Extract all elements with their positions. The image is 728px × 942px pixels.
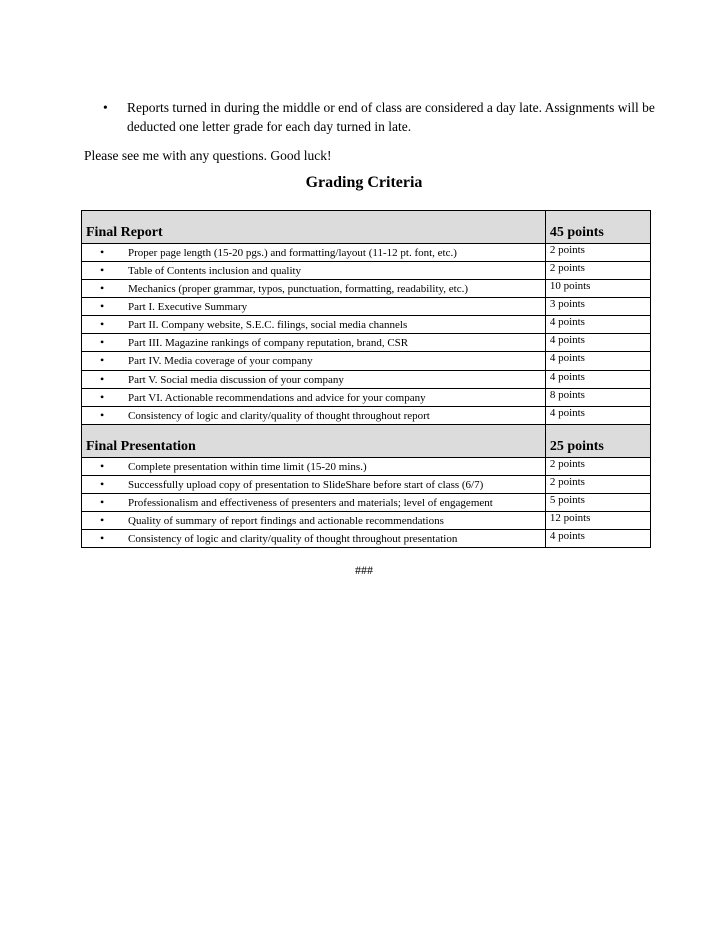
page-title: Grading Criteria: [305, 174, 423, 191]
section-total-cell: [545, 425, 650, 458]
points-cell: [545, 244, 650, 262]
criteria-text: Consistency of logic and clarity/quality of thought throughout presentation: [128, 533, 458, 545]
criteria-text: Part III. Magazine rankings of company reputation, brand, CSR: [128, 337, 409, 349]
criteria-points: 2 points: [549, 458, 585, 470]
criteria-cell: [82, 458, 546, 476]
criteria-cell: [82, 512, 546, 530]
section-header-row: [82, 211, 651, 244]
criteria-text: Table of Contents inclusion and quality: [128, 265, 302, 277]
points-cell: [545, 476, 650, 494]
bullet-mark: •: [100, 459, 105, 473]
criteria-row: [82, 371, 651, 389]
bullet-mark: •: [100, 477, 105, 491]
criteria-row: [82, 512, 651, 530]
criteria-points: 10 points: [549, 280, 591, 292]
criteria-points: 4 points: [549, 530, 585, 542]
criteria-cell: [82, 280, 546, 298]
questions-note: Please see me with any questions. Good luck!: [84, 148, 332, 163]
section-title-cell: [82, 425, 546, 458]
points-cell: [545, 298, 650, 316]
criteria-text: Part I. Executive Summary: [128, 301, 248, 313]
criteria-cell: [82, 334, 546, 352]
section-header-row: [82, 425, 651, 458]
criteria-points: 4 points: [549, 334, 585, 346]
bullet-mark: •: [103, 100, 108, 115]
section-title: Final Report: [86, 225, 163, 240]
criteria-points: 3 points: [549, 298, 585, 310]
bullet-mark: •: [100, 263, 105, 277]
grading-table: [81, 210, 651, 548]
criteria-text: Part VI. Actionable recommendations and advice for your company: [128, 392, 426, 404]
section-total: 25 points: [549, 439, 604, 454]
criteria-points: 12 points: [549, 512, 591, 524]
criteria-text: Successfully upload copy of presentation to SlideShare before start of class (6/7): [128, 479, 484, 491]
criteria-cell: [82, 298, 546, 316]
points-cell: [545, 389, 650, 407]
criteria-row: [82, 280, 651, 298]
criteria-row: [82, 334, 651, 352]
bullet-mark: •: [100, 495, 105, 509]
bullet-mark: •: [100, 317, 105, 331]
points-cell: [545, 458, 650, 476]
bullet-mark: •: [100, 531, 105, 545]
points-cell: [545, 494, 650, 512]
criteria-row: [82, 389, 651, 407]
criteria-row: [82, 262, 651, 280]
criteria-cell: [82, 352, 546, 371]
criteria-row: [82, 352, 651, 371]
grading-table-body: [82, 211, 651, 548]
bullet-mark: •: [100, 372, 105, 386]
section-title-cell: [82, 211, 546, 244]
points-cell: [545, 280, 650, 298]
criteria-row: [82, 407, 651, 425]
criteria-text: Mechanics (proper grammar, typos, punctuation, formatting, readability, etc.): [128, 283, 469, 295]
late-policy-bullet: [103, 98, 663, 136]
criteria-points: 4 points: [549, 352, 585, 364]
criteria-text: Consistency of logic and clarity/quality of thought throughout report: [128, 410, 430, 422]
criteria-cell: [82, 476, 546, 494]
criteria-points: 8 points: [549, 389, 585, 401]
criteria-points: 2 points: [549, 262, 585, 274]
bullet-mark: •: [100, 513, 105, 527]
criteria-cell: [82, 371, 546, 389]
bullet-mark: •: [100, 390, 105, 404]
points-cell: [545, 352, 650, 371]
points-cell: [545, 316, 650, 334]
criteria-points: 2 points: [549, 476, 585, 488]
criteria-points: 4 points: [549, 407, 585, 419]
late-policy-text: Reports turned in during the middle or end of class are considered a day late. Assignments will be deducted one letter grade for each day turned in late.: [127, 100, 655, 134]
criteria-text: Complete presentation within time limit (15-20 mins.): [128, 461, 367, 473]
criteria-text: Part IV. Media coverage of your company: [128, 355, 313, 367]
criteria-text: Part V. Social media discussion of your company: [128, 374, 344, 386]
points-cell: [545, 530, 650, 548]
criteria-text: Part II. Company website, S.E.C. filings, social media channels: [128, 319, 408, 331]
points-cell: [545, 262, 650, 280]
criteria-points: 5 points: [549, 494, 585, 506]
bullet-mark: •: [100, 353, 105, 367]
bullet-mark: •: [100, 335, 105, 349]
criteria-cell: [82, 494, 546, 512]
criteria-text: Proper page length (15-20 pgs.) and formatting/layout (11-12 pt. font, etc.): [128, 247, 457, 259]
criteria-row: [82, 476, 651, 494]
criteria-row: [82, 316, 651, 334]
criteria-row: [82, 298, 651, 316]
criteria-cell: [82, 407, 546, 425]
criteria-text: Quality of summary of report findings and actionable recommendations: [128, 515, 444, 527]
criteria-points: 4 points: [549, 316, 585, 328]
criteria-points: 2 points: [549, 244, 585, 256]
criteria-cell: [82, 530, 546, 548]
section-title: Final Presentation: [86, 439, 196, 454]
criteria-cell: [82, 316, 546, 334]
criteria-cell: [82, 389, 546, 407]
bullet-mark: •: [100, 299, 105, 313]
points-cell: [545, 512, 650, 530]
section-total-cell: [545, 211, 650, 244]
criteria-cell: [82, 244, 546, 262]
criteria-row: [82, 494, 651, 512]
bullet-mark: •: [100, 245, 105, 259]
points-cell: [545, 371, 650, 389]
criteria-row: [82, 244, 651, 262]
criteria-text: Professionalism and effectiveness of presenters and materials; level of engagement: [128, 497, 493, 509]
criteria-row: [82, 458, 651, 476]
points-cell: [545, 334, 650, 352]
points-cell: [545, 407, 650, 425]
bullet-mark: •: [100, 408, 105, 422]
section-total: 45 points: [549, 225, 604, 240]
criteria-cell: [82, 262, 546, 280]
bullet-mark: •: [100, 281, 105, 295]
end-mark: ###: [355, 563, 373, 577]
criteria-points: 4 points: [549, 371, 585, 383]
criteria-row: [82, 530, 651, 548]
